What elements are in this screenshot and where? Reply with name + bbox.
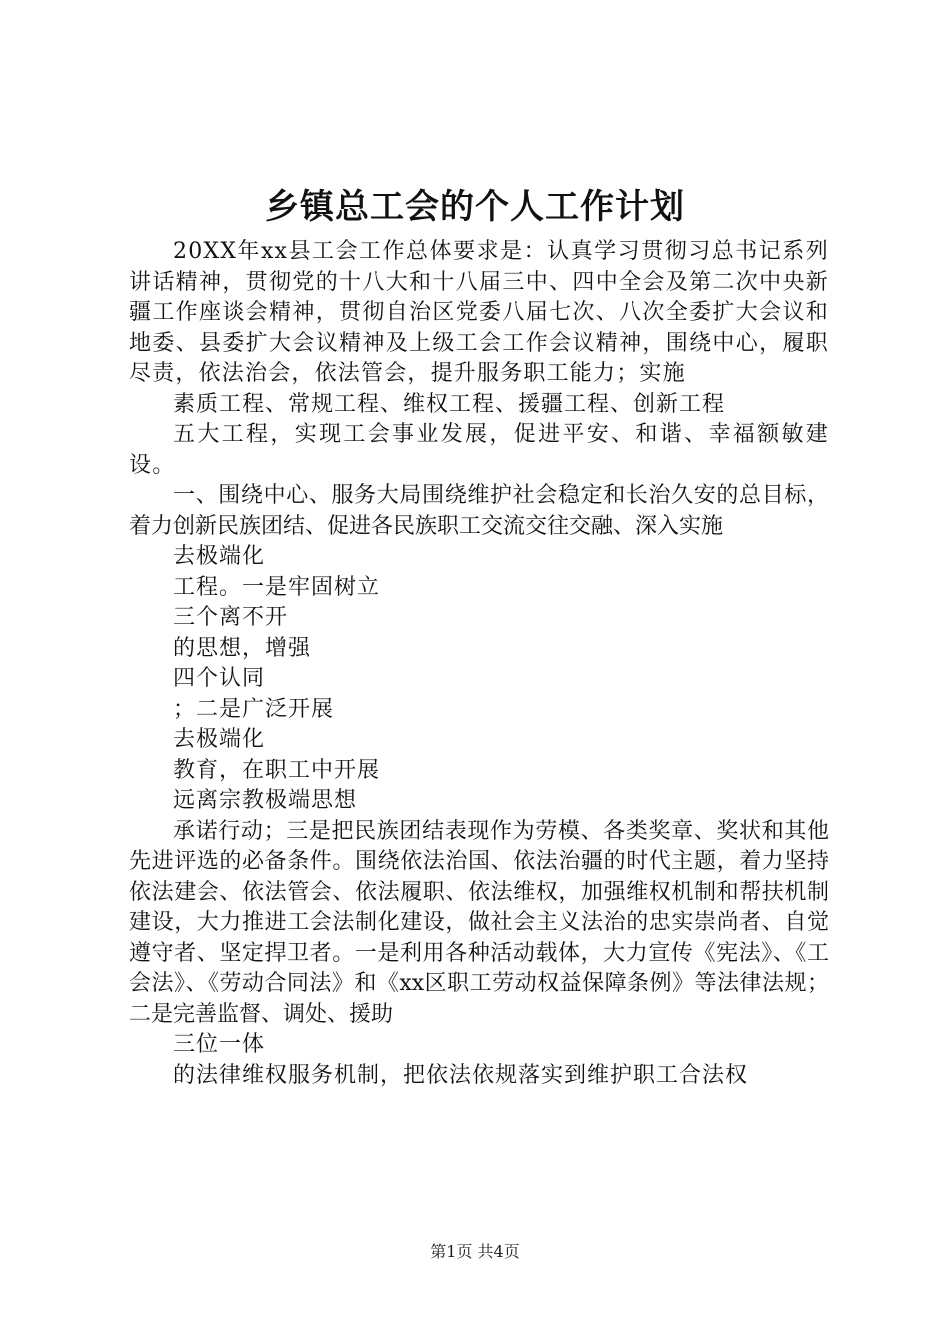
paragraph-section-one: 一、围绕中心、服务大局围绕维护社会稳定和长治久安的总目标，着力创新民族团结、促进各民族职工交流交往交融、深入实施 (129, 483, 829, 539)
paragraph-line: 三位一体 (173, 1032, 266, 1057)
paragraph-line: 去极端化 (173, 727, 266, 752)
paragraph-line: 三个离不开 (173, 605, 289, 630)
paragraph-line: 的法律维权服务机制，把依法依规落实到维护职工合法权 (173, 1062, 749, 1088)
paragraph-line: 四个认同 (173, 666, 266, 691)
paragraph-five-projects: 五大工程，实现工会事业发展，促进平安、和谐、幸福额敏建设。 (129, 422, 829, 478)
document-body (129, 237, 829, 1091)
paragraph-line: 教育，在职工中开展 (173, 757, 381, 783)
paragraph-line: 的思想，增强 (173, 635, 312, 661)
paragraph-line: ；二是广泛开展 (173, 696, 335, 722)
paragraph-line: 去极端化 (173, 544, 266, 569)
paragraph-line: 工程。一是牢固树立 (173, 574, 381, 600)
document-title: 乡镇总工会的个人工作计划 (265, 187, 685, 227)
page-footer: 第1页 共4页 (430, 1242, 520, 1261)
paragraph-intro: 20XX年xx县工会工作总体要求是：认真学习贯彻习总书记系列讲话精神，贯彻党的十八大和十八届三中、四中全会及第二次中央新疆工作座谈会精神，贯彻自治区党委八届七次、八次全委扩大会议和地委、县委扩大会议精神及上级工会工作会议精神，围绕中心，履职尽责，依法治会，依法管会，提升服务职工能力；实施 (129, 239, 829, 386)
paragraph-line: 远离宗教极端思想 (173, 788, 358, 813)
paragraph-line: 素质工程、常规工程、维权工程、援疆工程、创新工程 (173, 391, 726, 417)
paragraph-commitment: 承诺行动；三是把民族团结表现作为劳模、各类奖章、奖状和其他先进评选的必备条件。围绕依法治国、依法治疆的时代主题，着力坚持依法建会、依法管会、依法履职、依法维权，加强维权机制和帮扶机制建设，大力推进工会法制化建设，做社会主义法治的忠实崇尚者、自觉遵守者、坚定捍卫者。一是利用各种活动载体，大力宣传《宪法》、《工会法》、《劳动合同法》和《xx区职工劳动权益保障条例》等法律法规；二是完善监督、调处、援助 (129, 818, 829, 1027)
